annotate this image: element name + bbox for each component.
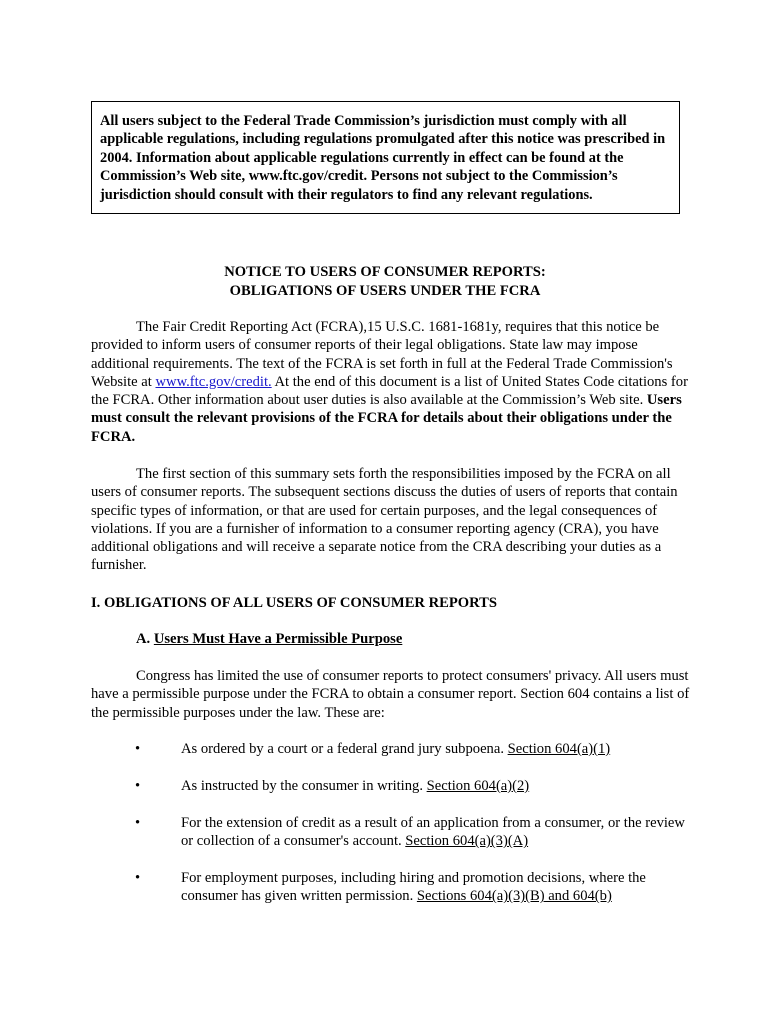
permissible-purpose-paragraph: [91, 667, 691, 722]
notice-box-text: All users subject to the Federal Trade Commission’s jurisdiction must comply with all applicable regulations, including regulations promulgated after this notice was prescribed in 2004. Information about applicable regulations currently in effect can be found at the Commission’s Web site, www.ftc.gov/credit. Persons not subject to the Commission’s jurisdiction should consult with their regulators to find any relevant regulations.: [100, 113, 666, 203]
list-item-text: As instructed by the consumer in writing.: [181, 778, 427, 794]
list-item-text: As ordered by a court or a federal grand jury subpoena.: [181, 741, 508, 757]
notice-box: [91, 101, 680, 214]
section-citation: Section 604(a)(2): [426, 778, 530, 794]
section-citation: Section 604(a)(1): [507, 741, 611, 757]
subsection-a-separator: .: [146, 631, 154, 647]
title-line-2: OBLIGATIONS OF USERS UNDER THE FCRA: [229, 282, 541, 299]
bullet-symbol: •: [135, 741, 141, 757]
section-citation: Section 604(a)(3)(A): [405, 833, 529, 850]
section-citation: Sections 604(a)(3)(B) and 604(b): [416, 888, 612, 905]
intro-bold-text: Users must consult the relevant provisions of the FCRA for details about their obligations under the FCRA.: [91, 392, 682, 445]
summary-text: The first section of this summary sets forth the responsibilities imposed by the FCRA on all users of consumer reports. The subsequent sections discuss the duties of users of reports that contain specific types of information, or that are used for certain purposes, and the legal consequences of violations. If you are a furnisher of information to a consumer reporting agency (CRA), you have additional obligations and will receive a separate notice from the CRA describing your duties as a furnisher.: [91, 466, 678, 574]
list-item-text: For employment purposes, including hiring and promotion decisions, where the consumer has given written permission.: [181, 870, 646, 905]
title-line-1: NOTICE TO USERS OF CONSUMER REPORTS:: [224, 264, 546, 280]
subsection-a-title: [136, 630, 402, 648]
intro-text-2: At the end of this document is a list of United States Code citations for the FCRA. Other information about user duties is also available at the Commission’s Web site.: [91, 373, 688, 409]
subsection-a-letter: A: [136, 631, 147, 647]
permissible-purpose-text: Congress has limited the use of consumer reports to protect consumers' privacy. All users must have a permissible purpose under the FCRA to obtain a consumer report. Section 604 contains a list of the permissible purposes under the law. These are:: [91, 668, 690, 721]
bullet-symbol: •: [135, 870, 141, 886]
list-item-text: For the extension of credit as a result of an application from a consumer, or the review or collection of a consumer's account.: [181, 815, 685, 850]
ftc-credit-link[interactable]: www.ftc.gov/credit.: [155, 373, 272, 390]
subsection-a-heading: Users Must Have a Permissible Purpose: [153, 631, 403, 647]
section-1-title: I. OBLIGATIONS OF ALL USERS OF CONSUMER REPORTS: [91, 595, 498, 611]
bullet-symbol: •: [135, 815, 141, 831]
intro-paragraph: [91, 318, 691, 446]
intro-text-1: The Fair Credit Reporting Act (FCRA),15 U.S.C. 1681-1681y, requires that this notice be provided to inform users of consumer reports of their legal obligations. State law may impose additional requirements. The text of the FCRA is set forth in full at the Federal Trade Commission's Website at: [91, 319, 673, 390]
summary-paragraph: [91, 465, 691, 575]
document-title: [0, 263, 770, 300]
bullet-symbol: •: [135, 778, 141, 794]
